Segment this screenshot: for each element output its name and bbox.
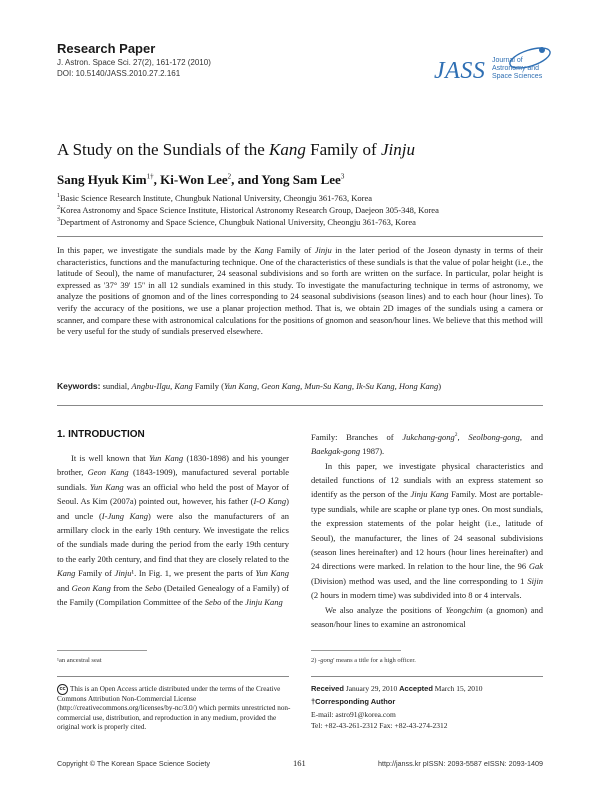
lc-italic-u: Sebo (144, 582, 162, 593)
affiliation-3-text: Department of Astronomy and Space Science, Chungbuk National University, Cheongju 361-763, Korea (60, 217, 416, 227)
lc-footnote-ref-1: ¹ (131, 568, 135, 579)
divider-middle (57, 405, 543, 406)
lc-text-a: It is well known that (71, 453, 149, 463)
lc-italic-q: Yun Kang (255, 568, 289, 579)
page-number: 161 (293, 758, 306, 768)
rc-text-1: Family: Branches of (311, 431, 403, 442)
rc-p2-italic-d: Gak (528, 561, 543, 572)
footer-issn: http://janss.kr pISSN: 2093-5587 eISSN: 2093-1409 (377, 759, 543, 768)
article-type-label: Research Paper (57, 41, 156, 56)
rc-italic-2: Seolbong-gong (468, 431, 520, 442)
doi-line: DOI: 10.5140/JASS.2010.27.2.161 (57, 69, 181, 78)
affiliation-1-num: 1 (57, 193, 60, 200)
author-1: Sang Hyuk Kim (57, 172, 147, 187)
rc-footnote-ref-2: 2 (454, 432, 458, 438)
lc-italic-f: Yun Kang (89, 481, 124, 492)
affiliation-3 (57, 217, 416, 227)
keywords-text-2: , (170, 381, 175, 391)
section-heading: 1. INTRODUCTION (57, 429, 145, 440)
intro-paragraph-3 (311, 603, 543, 632)
journal-citation: J. Astron. Space Sci. 27(2), 161-172 (2010) (57, 58, 211, 67)
footnote-rule-left (57, 650, 147, 651)
logo-subtitle-line-1: Journal of (492, 57, 523, 64)
abstract-italic-1: Kang (254, 245, 273, 255)
intro-paragraph-2 (311, 459, 543, 603)
lc-text-x: of the (221, 597, 246, 608)
footnote-2-text: ' means a title for a high officer. (333, 657, 416, 664)
abstract-text-3: in the later period of the Joseon dynasty in terms of their characteristics, functions and the manufacturing technique. One of the characteristics of these sundials is that the value of polar height (i.e., the latitude of Seoul), the name of manufacturer, 24 seasonal subdivisions and so forth are written on the surface. In particular, polar height is expressed as '37° 39' 15'' in all 12 sundials examined in this study. To investigate the manufacturing technique in terms of astronomy, we analyze the positions of gnomon and of the lines corresponding to 24 seasonal subdivisions (season lines) and to each hour (hour lines). To verify the accuracy of the positions, we use a planar projection method. That is, we obtain 2D images of the sundials using a camera or scanner, and compare these with astronomical calculations for the positions of gnomon and season/hour lines. We believe that this method will be very useful for the study of sundials preserved elsewhere. (57, 245, 543, 337)
rc-text-2: , (457, 431, 469, 442)
author-sep-2: , and (231, 172, 262, 187)
corresponding-email: E-mail: astro91@korea.com (311, 710, 396, 719)
lc-text-c: (1830-1898) and his younger brother, (57, 453, 289, 478)
rc-text-4: 1987). (360, 446, 385, 457)
keywords-italic-2: Kang (174, 381, 193, 391)
license-text: This is an Open Access article distributed under the terms of the Creative Commons Attribution Non-Commercial License (http://creativecommons.org/licenses/by-nc/3.0/) which permits unrestricted non-commercial use, distribution, and reproduction in any medium, provided the original work is properly cited. (57, 685, 291, 732)
footnote-1: ¹an ancestral seat (57, 657, 102, 664)
abstract-text-2: Family of (272, 245, 315, 255)
affiliation-2-num: 2 (57, 205, 60, 212)
lc-italic-b: Yun Kang (148, 453, 184, 463)
rc-p3-text-a: We also analyze the positions of (325, 604, 446, 615)
divider-top (57, 236, 543, 237)
footnote-rule-right (311, 650, 401, 651)
lc-text-t: from the (110, 582, 145, 593)
lc-text-r: and (57, 582, 72, 593)
abstract-text-1: In this paper, we investigate the sundials made by the (57, 245, 255, 255)
author-2-sup: 2 (227, 172, 232, 181)
footer-copyright: Copyright © The Korean Space Science Society (57, 759, 210, 768)
footnote-2-italic: -gong (316, 657, 334, 664)
rc-italic-1: Jukchang-gong (402, 431, 455, 442)
footnote-2-num: 2) (311, 657, 317, 664)
author-3: Yong Sam Lee (261, 172, 341, 187)
keywords-label: Keywords: (57, 381, 101, 391)
rc-p2-italic-f: Sijin (527, 575, 543, 586)
divider-received (311, 676, 543, 677)
intro-paragraph-1 (57, 451, 289, 609)
corresponding-phone: Tel: +82-43-261-2312 Fax: +82-43-274-2312 (311, 721, 448, 730)
lc-text-e: (1843-1909), manufactured several portable sundials. (57, 467, 289, 492)
footnote-2 (311, 657, 416, 664)
affiliation-2-text: Korea Astronomy and Space Science Institute, Historical Astronomy Research Group, Daejeon 305-348, Korea (60, 205, 439, 215)
rc-text-3: , and (519, 431, 544, 442)
creative-commons-icon: cc (57, 684, 68, 695)
rc-p2-text-c: Family. Most are portable-type sundials, while are scaphe or plane typ ones. On most sundials, the expression statements of the polar height (i.e., latitude of Seoul), the manufacturer, the lines of 24 seasonal subdivisions (season lines hereinafter) and 12 hours (hour lines hereinafter) and 24 directions were marked. In relation to the hour line, the 96 (311, 489, 543, 572)
title-text-2: Family of (305, 140, 381, 159)
lc-italic-w: Sebo (204, 597, 222, 608)
rc-p2-italic-b: Jinju Kang (410, 489, 449, 500)
body-column-left (57, 451, 289, 609)
received-date: January 29, 2010 (343, 684, 400, 693)
received-label: Received (311, 684, 344, 693)
affiliation-1 (57, 193, 372, 203)
affiliation-3-num: 3 (57, 217, 60, 224)
rc-p3-italic-b: Yeongchim (445, 604, 483, 615)
title-italic-2: Jinju (380, 140, 415, 159)
lc-text-g: was an official who held the post of Mayor of Seoul. As Kim (2007a) pointed out, however, his father ( (57, 481, 289, 507)
affiliation-2 (57, 205, 439, 215)
lc-italic-l: Kang (57, 568, 76, 579)
accepted-label: Accepted (399, 684, 433, 693)
license-notice (57, 684, 297, 733)
rc-p2-text-e: (Division) method was used, and the line corresponding to 1 (311, 575, 528, 586)
logo-subtitle-line-2: Astronomy and (492, 65, 540, 72)
rc-p2-text-a: In this paper, we investigate physical characteristics and detailed functions of 12 sundials with an express statement so identify as the person of the (311, 460, 543, 500)
rc-p2-text-g: (2 hours in modern time) was subdivided into 8 or 4 intervals. (311, 590, 522, 601)
keywords-italic-1: Angbu-Ilgu (131, 381, 171, 391)
author-list (57, 172, 344, 188)
logo-subtitle-line-3: Space Sciences (492, 73, 543, 80)
keywords-italic-3: Yun Kang, Geon Kang, Mun-Su Kang, Ik-Su Kang, Hong Kang (223, 381, 439, 391)
accepted-date: March 15, 2010 (432, 684, 483, 693)
keywords (57, 381, 543, 391)
lc-text-p: . In Fig. 1, we present the parts of (134, 568, 256, 579)
lc-italic-s: Geon Kang (71, 582, 111, 593)
divider-license (57, 676, 289, 677)
lc-italic-d: Geon Kang (87, 467, 129, 478)
lc-text-i: ) and uncle ( (57, 496, 289, 521)
keywords-text-1: sundial, (100, 381, 132, 391)
logo-subtitle (492, 57, 552, 81)
journal-logo (434, 48, 554, 92)
lc-italic-y: Jinju Kang (245, 597, 283, 608)
abstract-italic-2: Jinju (314, 245, 332, 255)
title-text-1: A Study on the Sundials of the (57, 140, 270, 159)
lc-text-k: ) were also the manufacturers of an armillary clock in the early 19th century. We investigate the relics of the sundials made during the period from the early 19th century to the early 20th century, and find that they are closely related to the (57, 510, 290, 564)
lc-text-v: (Detailed Genealogy of a Family) of the Family (Compilation Committee of the (57, 582, 289, 608)
lc-text-m: Family of (75, 568, 115, 579)
affiliation-1-text: Basic Science Research Institute, Chungbuk National University, Cheongju 361-763, Korea (60, 193, 372, 203)
rc-italic-3: Baekgak-gong (311, 446, 361, 457)
title-italic-1: Kang (269, 140, 306, 159)
lc-italic-j: I-Jung Kang (101, 510, 149, 521)
abstract (57, 245, 543, 338)
received-dates (311, 684, 482, 693)
author-sep-1: , (153, 172, 161, 187)
author-1-sup: 1† (146, 172, 154, 181)
lc-italic-n: Jinju (114, 568, 132, 579)
keywords-text-3: Family ( (192, 381, 224, 391)
rc-p3-text-c: (a gnomon) and season/hour lines to examine an astronomical (311, 604, 543, 630)
logo-word: JASS (434, 58, 486, 84)
author-3-sup: 3 (340, 172, 345, 181)
intro-continuation (311, 428, 543, 459)
keywords-text-4: ) (438, 381, 442, 391)
body-column-right (311, 428, 543, 632)
paper-title (57, 140, 415, 160)
lc-italic-h: I-O Kang (253, 496, 287, 507)
corresponding-author-heading: †Corresponding Author (311, 697, 396, 706)
author-2: Ki-Won Lee (160, 172, 228, 187)
